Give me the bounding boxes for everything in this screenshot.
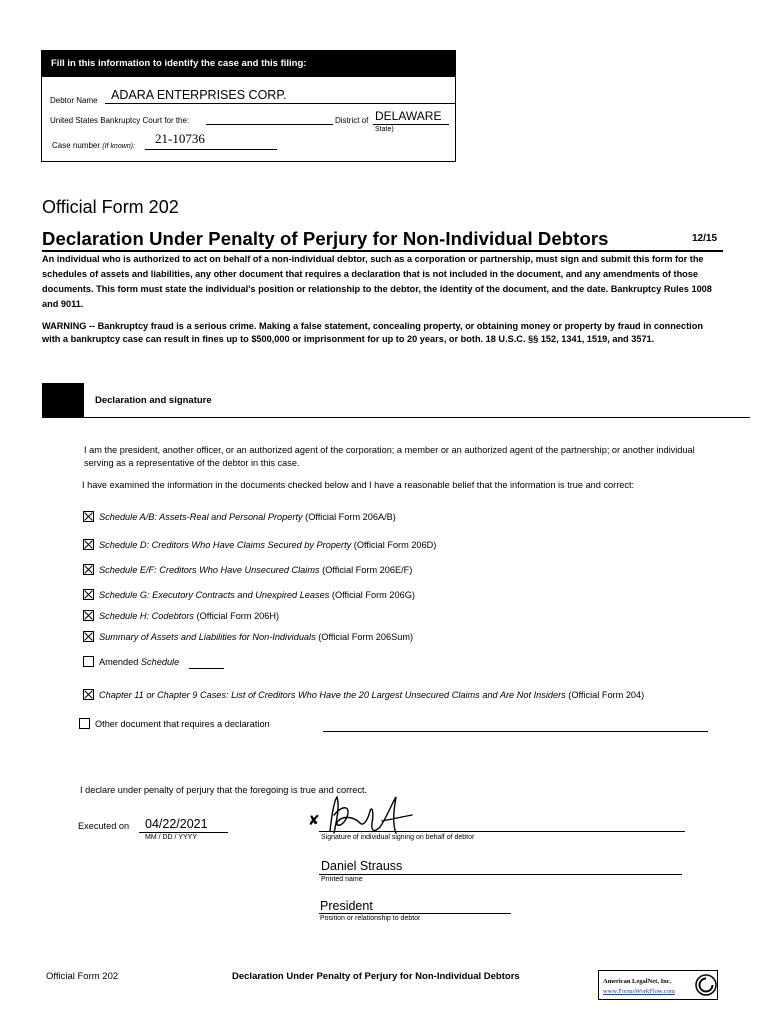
date-format-label: MM / DD / YYYY: [145, 834, 197, 841]
printed-name-line: [319, 874, 682, 875]
case-number-line: [145, 149, 277, 150]
schedule-ab-name: Schedule A/B: Assets-Real and Personal Property: [99, 512, 303, 522]
publisher-badge: [598, 970, 718, 1000]
schedule-ef-label: [99, 565, 412, 575]
district-line: [373, 124, 449, 125]
schedule-d-label: [99, 540, 436, 550]
summary-checkbox[interactable]: [83, 631, 94, 642]
district-label: District of: [335, 116, 369, 125]
x-mark: ✘: [308, 812, 320, 828]
summary-form: (Official Form 206Sum): [315, 632, 414, 642]
case-number-label: [52, 141, 135, 150]
position-label: Position or relationship to debtor: [320, 915, 421, 922]
debtor-name-label: Debtor Name: [50, 96, 98, 105]
schedule-h-form: (Official Form 206H): [194, 611, 280, 621]
case-number-qualifier: (If known):: [102, 143, 135, 150]
schedule-h-name: Schedule H: Codebtors: [99, 611, 194, 621]
summary-label: [99, 632, 413, 642]
summary-name: Summary of Assets and Liabilities for Non-Individuals: [99, 632, 316, 642]
schedule-g-label: [99, 590, 415, 600]
amended-line[interactable]: [189, 668, 224, 669]
part-number-block: [42, 383, 84, 418]
schedule-ef-form: (Official Form 206E/F): [319, 565, 413, 575]
court-line: [206, 124, 333, 125]
court-label: United States Bankruptcy Court for the:: [50, 116, 190, 125]
publisher-url[interactable]: www.FormsWorkFlow.com: [603, 988, 675, 995]
schedule-ab-checkbox[interactable]: [83, 511, 94, 522]
amended-checkbox[interactable]: [83, 656, 94, 667]
schedule-ef-checkbox[interactable]: [83, 564, 94, 575]
schedule-ab-form: (Official Form 206A/B): [302, 512, 396, 522]
schedule-ab-label: [99, 512, 396, 522]
examined-statement: I have examined the information in the documents checked below and I have a reasonable belief that the information is true and correct:: [82, 480, 635, 490]
schedule-h-label: [99, 611, 279, 621]
district-field[interactable]: DELAWARE: [375, 109, 442, 123]
chapter11-form: (Official Form 204): [565, 690, 645, 700]
amended-name: Schedule: [140, 657, 180, 667]
date-line: [139, 832, 228, 833]
signature-line: [319, 831, 685, 832]
chapter11-label: [99, 690, 644, 700]
schedule-h-checkbox[interactable]: [83, 610, 94, 621]
executed-on-label: Executed on: [78, 821, 130, 831]
warning-text: WARNING -- Bankruptcy fraud is a serious crime. Making a false statement, concealing property, or obtaining money or property by fraud in connection with a bankruptcy case can result in fines up to $500,000 or imprisonment for up to 20 years, or both. 18 U.S.C. §§ 152, 1341, 1519, and 3571.: [42, 321, 703, 344]
position-field[interactable]: President: [320, 899, 373, 913]
schedule-d-form: (Official Form 206D): [351, 540, 437, 550]
signature-label: Signature of individual signing on behalf of debtor: [321, 834, 475, 841]
perjury-declaration: I declare under penalty of perjury that the foregoing is true and correct.: [80, 785, 368, 795]
amended-prefix: Amended: [99, 657, 141, 667]
publisher-name: American LegalNet, Inc.: [603, 978, 672, 985]
schedule-ef-name: Schedule E/F: Creditors Who Have Unsecured Claims: [99, 565, 320, 575]
schedule-d-name: Schedule D: Creditors Who Have Claims Secured by Property: [99, 540, 352, 550]
case-number-field[interactable]: 21-10736: [155, 131, 205, 146]
intro-text: An individual who is authorized to act on behalf of a non-individual debtor, such as a corporation or partnership, must sign and submit this form for the schedules of assets and liabilities, any other document that requires a declaration that is not included in the document, and any amendments of those documents. This form must state the individual's position or relationship to the debtor, the identity of the document, and the date. Bankruptcy Rules 1008 and 9011.: [42, 254, 712, 309]
other-document-label: Other document that requires a declaration: [95, 719, 270, 729]
chapter11-name: Chapter 11 or Chapter 9 Cases: List of Creditors Who Have the 20 Largest Unsecured Claims and Are Not Insiders: [99, 690, 566, 700]
case-info-header: Fill in this information to identify the case and this filing:: [42, 51, 455, 77]
debtor-name-field[interactable]: ADARA ENTERPRISES CORP.: [111, 88, 287, 102]
footer-form-number: Official Form 202: [46, 971, 119, 982]
form-number: Official Form 202: [42, 197, 179, 217]
amended-label: [99, 657, 179, 667]
schedule-d-checkbox[interactable]: [83, 539, 94, 550]
printed-name-label: Printed name: [321, 876, 363, 883]
case-number-label-text: Case number: [52, 141, 101, 150]
position-line: [319, 913, 511, 914]
other-document-checkbox[interactable]: [79, 718, 90, 729]
part-rule: [84, 417, 750, 418]
publisher-logo-icon: [695, 974, 717, 996]
other-document-line[interactable]: [323, 731, 708, 732]
debtor-name-line: [105, 103, 455, 104]
form-revision: 12/15: [692, 233, 718, 244]
execution-date-field[interactable]: 04/22/2021: [145, 817, 208, 831]
form-title: Declaration Under Penalty of Perjury for Non-Individual Debtors: [42, 228, 609, 249]
state-label: State): [375, 126, 394, 133]
chapter11-checkbox[interactable]: [83, 689, 94, 700]
footer-title: Declaration Under Penalty of Perjury for Non-Individual Debtors: [232, 971, 520, 982]
printed-name-field[interactable]: Daniel Strauss: [321, 859, 403, 873]
part-title: Declaration and signature: [95, 395, 212, 406]
representative-statement: I am the president, another officer, or an authorized agent of the corporation; a member or an authorized agent of the partnership; or another individual serving as a representative of the debtor in this case.: [84, 445, 695, 468]
schedule-g-checkbox[interactable]: [83, 589, 94, 600]
schedule-g-form: (Official Form 206G): [329, 590, 415, 600]
schedule-g-name: Schedule G: Executory Contracts and Unexpired Leases: [99, 590, 330, 600]
